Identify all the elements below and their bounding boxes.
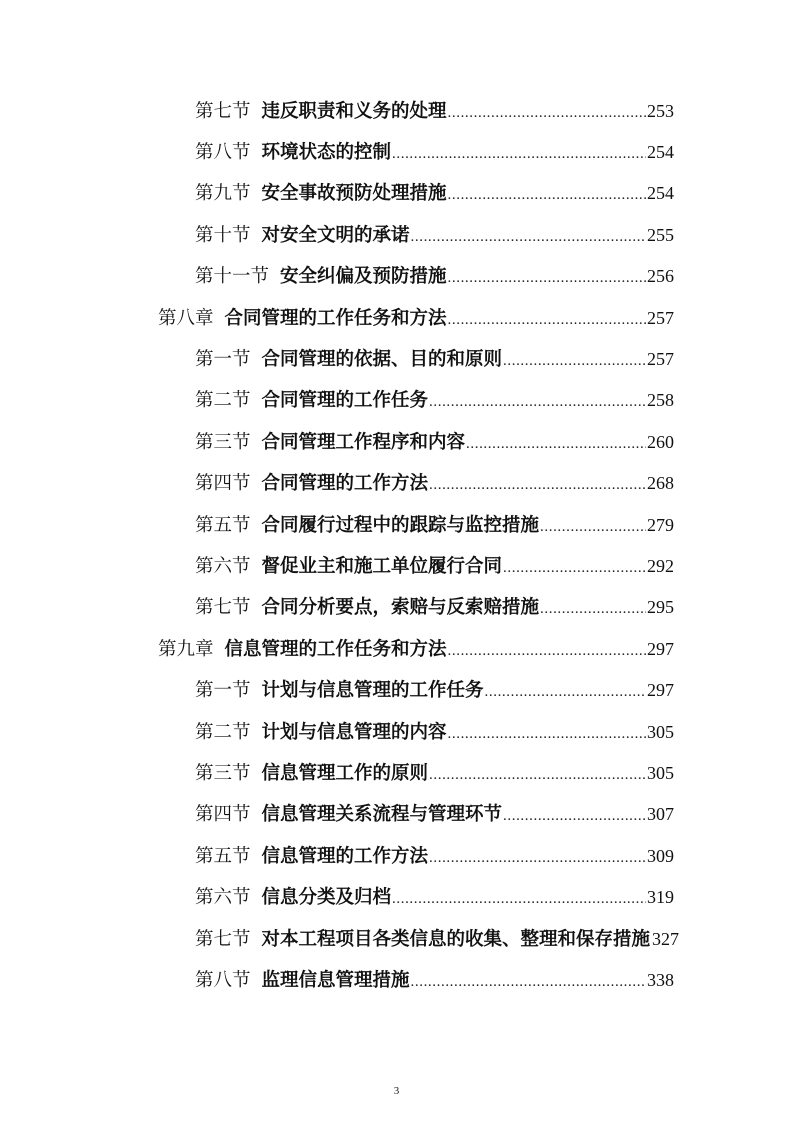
- toc-entry-number: 第六节: [195, 887, 251, 909]
- toc-entry-title: 对本工程项目各类信息的收集、整理和保存措施: [261, 928, 651, 950]
- toc-entry-page: 319: [647, 887, 674, 908]
- toc-entry: [0, 668, 793, 709]
- toc-entry-page: 257: [647, 349, 674, 370]
- toc-entry-title: 信息管理的工作方法: [261, 845, 429, 867]
- toc-entry: [0, 958, 793, 999]
- toc-entry-title: 督促业主和施工单位履行合同: [261, 555, 503, 577]
- dot-leader: [503, 354, 646, 369]
- dot-leader: [448, 644, 646, 659]
- toc-entry-page: 268: [647, 473, 674, 494]
- dot-leader: [503, 561, 646, 576]
- toc-entry: [0, 255, 793, 296]
- toc-chapter-entry: [0, 296, 793, 337]
- toc-entry-page: 295: [647, 597, 674, 618]
- toc-entry-title: 监理信息管理措施: [261, 969, 410, 991]
- toc-entry-title: 环境状态的控制: [261, 142, 392, 164]
- toc-entry: [0, 462, 793, 503]
- dot-leader: [448, 271, 646, 286]
- dot-leader: [392, 147, 646, 162]
- toc-entry-number: 第四节: [195, 473, 251, 495]
- toc-entry-page: 279: [647, 514, 674, 535]
- toc-entry-number: 第七节: [195, 597, 251, 619]
- toc-entry: [0, 834, 793, 875]
- dot-leader: [429, 768, 646, 783]
- toc-entry: [0, 213, 793, 254]
- dot-leader: [448, 106, 646, 121]
- toc-entry-page: 297: [647, 638, 674, 659]
- toc-entry-title: 信息分类及归档: [261, 887, 392, 909]
- dot-leader: [485, 685, 646, 700]
- toc-entry-page: 305: [647, 721, 674, 742]
- toc-entry-number: 第七节: [195, 100, 251, 122]
- toc-entry-page: 297: [647, 680, 674, 701]
- toc-entry-page: 327: [652, 928, 680, 949]
- toc-entry-page: 253: [647, 100, 674, 121]
- toc-entry-number: 第七节: [195, 928, 251, 950]
- toc-entry-page: 255: [647, 224, 674, 245]
- toc-entry-number: 第二节: [195, 721, 251, 743]
- toc-entry-page: 254: [647, 142, 674, 163]
- dot-leader: [429, 395, 646, 410]
- toc-entry-number: 第八节: [195, 969, 251, 991]
- toc-entry-number: 第四节: [195, 804, 251, 826]
- toc-entry-number: 第六节: [195, 555, 251, 577]
- toc-entry-number: 第九章: [158, 638, 214, 660]
- dot-leader: [411, 230, 646, 245]
- toc-chapter-entry: [0, 627, 793, 668]
- dot-leader: [429, 851, 646, 866]
- toc-entry-title: 违反职责和义务的处理: [261, 100, 447, 122]
- toc-entry-title: 安全事故预防处理措施: [261, 183, 447, 205]
- toc-entry: [0, 379, 793, 420]
- toc-entry-title: 信息管理的工作任务和方法: [224, 638, 447, 660]
- toc-entry-title: 计划与信息管理的内容: [261, 721, 447, 743]
- dot-leader: [448, 188, 646, 203]
- toc-entry-title: 合同管理的工作任务和方法: [224, 307, 447, 329]
- dot-leader: [411, 975, 646, 990]
- toc-entry-number: 第十一节: [195, 266, 270, 288]
- table-of-contents: [0, 89, 793, 1000]
- toc-entry-page: 254: [647, 183, 674, 204]
- toc-entry-title: 合同管理的工作任务: [261, 390, 429, 412]
- toc-entry-title: 对安全文明的承诺: [261, 224, 410, 246]
- toc-entry-number: 第一节: [195, 680, 251, 702]
- toc-entry-page: 309: [647, 845, 674, 866]
- dot-leader: [540, 520, 646, 535]
- toc-entry: [0, 503, 793, 544]
- toc-entry-number: 第十节: [195, 224, 251, 246]
- toc-entry: [0, 544, 793, 585]
- toc-entry-number: 第一节: [195, 349, 251, 371]
- toc-entry: [0, 89, 793, 130]
- toc-entry-page: 256: [647, 266, 674, 287]
- dot-leader: [503, 809, 646, 824]
- toc-entry: [0, 793, 793, 834]
- toc-entry-page: 307: [647, 804, 674, 825]
- toc-entry-title: 信息管理关系流程与管理环节: [261, 804, 503, 826]
- toc-entry-number: 第三节: [195, 431, 251, 453]
- toc-entry-page: 260: [647, 431, 674, 452]
- toc-entry-title: 合同分析要点，索赔与反索赔措施: [261, 597, 540, 619]
- toc-entry-number: 第三节: [195, 762, 251, 784]
- toc-entry-title: 合同管理工作程序和内容: [261, 431, 466, 453]
- toc-entry-number: 第九节: [195, 183, 251, 205]
- toc-entry-title: 安全纠偏及预防措施: [280, 266, 447, 288]
- toc-entry: [0, 710, 793, 751]
- toc-entry-number: 第八章: [158, 307, 214, 329]
- toc-entry-page: 305: [647, 762, 674, 783]
- dot-leader: [429, 478, 646, 493]
- toc-entry: [0, 917, 793, 958]
- toc-entry: [0, 420, 793, 461]
- toc-entry-number: 第五节: [195, 514, 251, 536]
- toc-entry-page: 338: [647, 969, 674, 990]
- dot-leader: [392, 892, 646, 907]
- toc-entry-number: 第八节: [195, 142, 251, 164]
- toc-entry-number: 第五节: [195, 845, 251, 867]
- toc-entry-title: 信息管理工作的原则: [261, 762, 429, 784]
- toc-entry-title: 计划与信息管理的工作任务: [261, 680, 484, 702]
- dot-leader: [466, 437, 646, 452]
- dot-leader: [448, 313, 646, 328]
- toc-entry-number: 第二节: [195, 390, 251, 412]
- toc-entry: [0, 130, 793, 171]
- page-number: 3: [393, 1085, 400, 1097]
- dot-leader: [540, 602, 646, 617]
- toc-entry: [0, 751, 793, 792]
- toc-entry-title: 合同履行过程中的跟踪与监控措施: [261, 514, 540, 536]
- toc-entry: [0, 875, 793, 916]
- toc-entry-page: 258: [647, 390, 674, 411]
- toc-entry-title: 合同管理的工作方法: [261, 473, 429, 495]
- toc-entry-page: 292: [647, 555, 674, 576]
- toc-entry-page: 257: [647, 307, 674, 328]
- toc-entry-title: 合同管理的依据、目的和原则: [261, 349, 503, 371]
- dot-leader: [448, 727, 646, 742]
- toc-entry: [0, 172, 793, 213]
- toc-entry: [0, 586, 793, 627]
- toc-entry: [0, 337, 793, 378]
